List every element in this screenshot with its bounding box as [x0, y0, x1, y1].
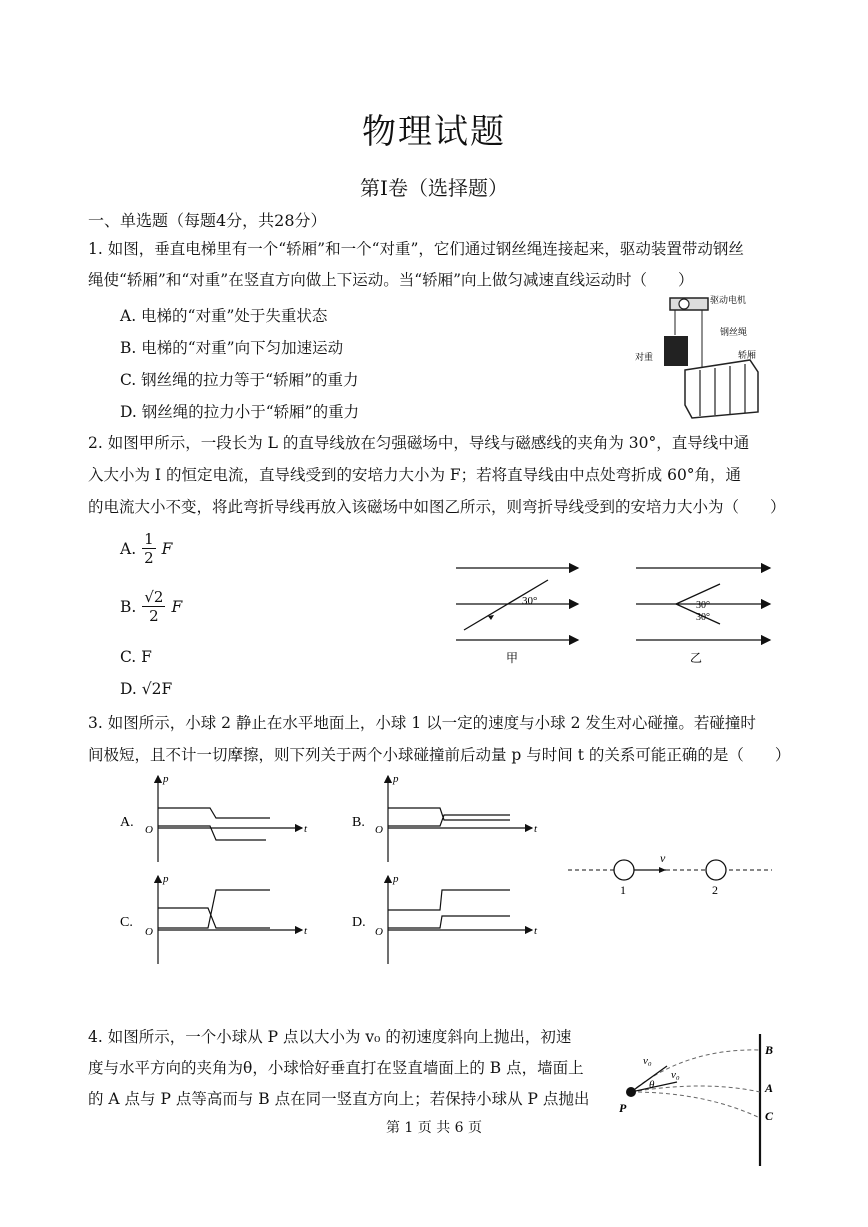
- elevator-car: [685, 360, 758, 418]
- label-jia: 甲: [506, 651, 519, 665]
- question-4-line-3: 的 A 点与 P 点等高而与 B 点在同一竖直方向上；若保持小球从 P 点抛出: [88, 1090, 590, 1108]
- q2-option-a-tail: F: [161, 539, 173, 558]
- question-2-line-1: 2. 如图甲所示，一段长为 L 的直导线放在匀强磁场中，导线与磁感线的夹角为 30°，直导线中通: [88, 434, 750, 452]
- graph-c-p-label: p: [163, 873, 169, 885]
- q1-option-c: C. 钢丝绳的拉力等于“轿厢”的重力: [120, 371, 359, 389]
- q2-option-d: D. √2F: [120, 680, 173, 698]
- graph-d-t-label: t: [534, 925, 538, 937]
- graph-b-origin: O: [375, 824, 383, 836]
- theta-label: θ: [649, 1079, 655, 1091]
- projectile-figure: [615, 1030, 795, 1172]
- graph-a-origin: O: [145, 824, 153, 836]
- graph-a-label: A.: [120, 815, 134, 830]
- page-footer: 第 1 页 共 6 页: [385, 1120, 483, 1136]
- ball-2-label: 2: [712, 883, 718, 897]
- question-1-line-1: 1. 如图，垂直电梯里有一个“轿厢”和一个“对重”，它们通过钢丝绳连接起来，驱动装置带动钢丝: [88, 240, 744, 258]
- counterweight: [664, 336, 688, 366]
- ball-1-label: 1: [620, 883, 626, 897]
- point-c-label: C: [765, 1109, 774, 1123]
- angle-label-jia: 30°: [522, 595, 538, 607]
- v0-label-2: v₀: [671, 1069, 680, 1081]
- question-1-line-2: 绳使“轿厢”和“对重”在竖直方向做上下运动。当“轿厢”向上做匀减速直线运动时（ ）: [88, 271, 694, 289]
- q1-option-a: A. 电梯的“对重”处于失重状态: [120, 307, 328, 325]
- v0-label-1: v₀: [643, 1055, 652, 1067]
- page-title: 物理试题: [362, 112, 506, 152]
- counterweight-label: 对重: [635, 352, 654, 362]
- q2-option-a: [120, 530, 172, 567]
- angle-label-yi-1: 30°: [696, 600, 710, 611]
- point-a-label: A: [765, 1081, 774, 1095]
- graph-c-line-1: [158, 908, 270, 928]
- label-yi: 乙: [690, 651, 703, 665]
- graph-b-p-label: p: [393, 773, 399, 785]
- question-4-line-2: 度与水平方向的夹角为θ，小球恰好垂直打在竖直墙面上的 B 点，墙面上: [88, 1059, 584, 1077]
- graph-a-line-1: [158, 808, 270, 818]
- point-b-label: B: [765, 1043, 774, 1057]
- graph-b-line-1: [388, 808, 510, 820]
- graph-c-origin: O: [145, 926, 153, 938]
- pulley: [679, 299, 689, 309]
- q2-option-b-numerator: √2: [144, 588, 164, 606]
- rope-label: 钢丝绳: [720, 327, 748, 337]
- point-p-label: P: [619, 1101, 627, 1115]
- q2-option-b: [120, 588, 182, 625]
- graph-a-p-label: p: [163, 773, 169, 785]
- graph-c: [120, 873, 308, 964]
- question-2-line-2: 入大小为 I 的恒定电流，直导线受到的安培力大小为 F；若将直导线由中点处弯折成 60°角，通: [88, 466, 742, 484]
- graph-d-origin: O: [375, 926, 383, 938]
- car-label: 轿厢: [738, 350, 757, 360]
- trajectory-lower: [631, 1092, 760, 1118]
- graph-b-label: B.: [352, 815, 365, 830]
- graph-c-t-label: t: [304, 925, 308, 937]
- question-4-line-1: 4. 如图所示，一个小球从 P 点以大小为 v₀ 的初速度斜向上抛出，初速: [88, 1028, 572, 1046]
- section-subtitle: 第Ⅰ卷（选择题）: [360, 176, 508, 200]
- elevator-figure: [630, 290, 780, 420]
- question-3-line-2: 间极短，且不计一切摩擦，则下列关于两个小球碰撞前后动量 p 与时间 t 的关系可能正确的是（ ）: [88, 746, 791, 764]
- question-3-line-1: 3. 如图所示，小球 2 静止在水平地面上，小球 1 以一定的速度与小球 2 发生对心碰撞。若碰撞时: [88, 714, 756, 732]
- q2-option-a-numerator: 1: [144, 530, 154, 548]
- graph-a-t-label: t: [304, 823, 308, 835]
- collision-balls-figure: [566, 848, 776, 898]
- graph-d-line-2: [388, 916, 510, 928]
- graph-c-label: C.: [120, 915, 133, 930]
- graph-d-p-label: p: [393, 873, 399, 885]
- q2-option-b-tail: F: [171, 597, 183, 616]
- graph-b-t-label: t: [534, 823, 538, 835]
- graph-d: [352, 873, 538, 964]
- section-heading: 一、单选题（每题4分，共28分）: [88, 211, 327, 230]
- q1-option-d: D. 钢丝绳的拉力小于“轿厢”的重力: [120, 403, 360, 421]
- q2-option-a-label: A.: [120, 539, 137, 558]
- q2-option-b-denominator: 2: [149, 607, 159, 625]
- ball-2: [706, 860, 726, 880]
- angle-label-yi-2: 30°: [696, 612, 710, 623]
- graph-a: [120, 773, 308, 862]
- magnetic-field-figure: [450, 556, 790, 666]
- momentum-graphs: [110, 770, 570, 970]
- q2-option-b-fraction: [142, 588, 165, 625]
- ball-1: [614, 860, 634, 880]
- graph-d-label: D.: [352, 915, 366, 930]
- velocity-label: v: [660, 851, 666, 865]
- q1-option-b: B. 电梯的“对重”向下匀加速运动: [120, 339, 344, 357]
- question-2-line-3: 的电流大小不变，将此弯折导线再放入该磁场中如图乙所示，则弯折导线受到的安培力大小为（ ）: [88, 498, 786, 516]
- graph-b: [352, 773, 538, 862]
- q2-option-b-label: B.: [120, 597, 137, 616]
- motor-label: 驱动电机: [710, 295, 747, 305]
- q2-option-a-fraction: [142, 530, 156, 567]
- q2-option-c: C. F: [120, 648, 152, 666]
- q2-option-a-denominator: 2: [144, 549, 154, 567]
- velocity-arrowhead: [659, 867, 666, 873]
- graph-d-line-1: [388, 890, 510, 910]
